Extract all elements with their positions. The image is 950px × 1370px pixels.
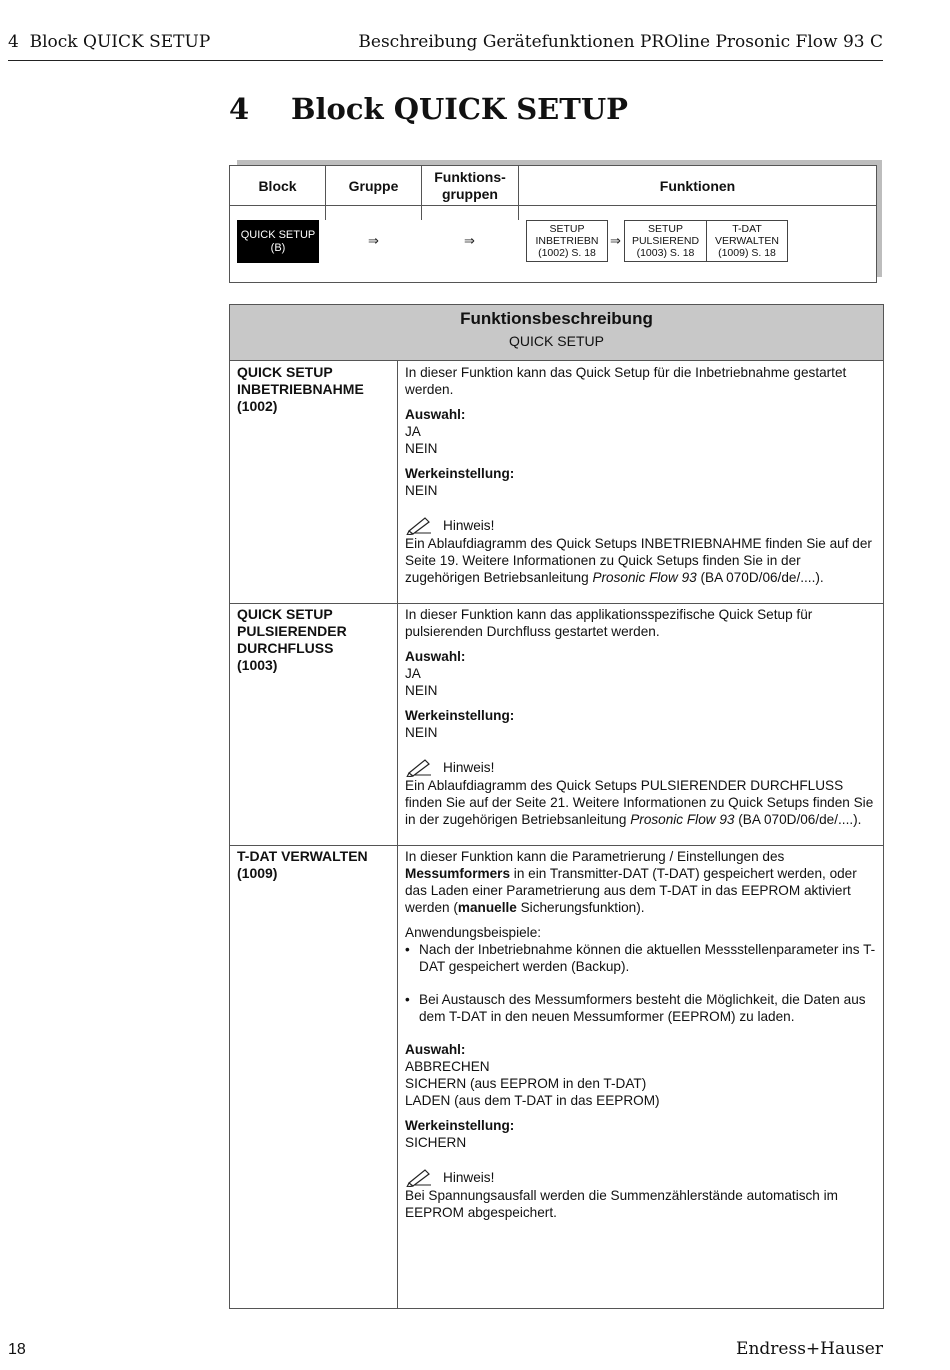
description-title: Funktionsbeschreibung [460,309,653,328]
running-header-left: 4 Block QUICK SETUP [8,32,211,52]
chapter-title: Block QUICK SETUP [291,92,628,126]
function-name-1009: T-DAT VERWALTEN (1009) [237,848,368,881]
function-text-1002: In dieser Funktion kann das Quick Setup für die Inbetriebnahme gestartet werden. Auswahl: JA NEIN Werkeinstellung: NEIN Hinweis! Ein Ablaufdiagramm des Quick Setups INBETRIEBNAHME finden Sie auf der Seite 19. Weitere Informationen zu Quick Setups finden Sie in der zugehörigen Betriebsanleitung Prosonic Flow 93 (BA 070D/06/de/....). [405,365,872,585]
arrow-right-icon: ⇒ [610,233,621,248]
header-function-groups: Funktions- gruppen [434,169,506,202]
function-name-1003: QUICK SETUP PULSIERENDER DURCHFLUSS (1003) [237,606,347,673]
overview-table [229,165,877,283]
function-setup-inbetriebn[interactable]: SETUP INBETRIEBN (1002) S. 18 [526,220,608,262]
header-rule [8,60,883,61]
block-quick-setup[interactable]: QUICK SETUP (B) [237,220,319,263]
pencil-note-icon [405,515,433,535]
function-text-1009: In dieser Funktion kann die Parametrierung / Einstellungen des Messumformers in ein Transmitter-DAT (T-DAT) gespeichert werden, oder das Laden einer Parametrierung aus dem T-DAT in das EEPROM aktiviert werden (manuelle Sicherungsfunktion). Anwendungsbeispiele: • Nach der Inbetriebnahme können die aktuellen Messstellenparameter ins T-DAT gespeichert werden (Backup). • Bei Austausch des Messumformers besteht die Möglichkeit, die Daten aus dem T-DAT in den neuen Messumformer (EEPROM) zu laden. Auswahl: ABBRECHEN SICHERN (aus EEPROM in den T-DAT) LADEN (aus dem T-DAT in das EEPROM) Werkeinstellung: SICHERN Hinweis! Bei Spannungsausfall werden die Summenzählerstände automatisch im EEPROM abgespeichert. [405,848,879,1221]
brand-logo: Endress+Hauser [736,1339,883,1359]
description-subtitle: QUICK SETUP [509,333,604,349]
function-setup-pulsierend[interactable]: SETUP PULSIEREND (1003) S. 18 [624,220,707,262]
list-item: • Nach der Inbetriebnahme können die aktuellen Messstellenparameter ins T-DAT gespeichert werden (Backup). [405,942,876,974]
header-block: Block [258,177,297,194]
function-name-1002: QUICK SETUP INBETRIEBNAHME (1002) [237,364,364,414]
list-item: • Bei Austausch des Messumformers besteht die Möglichkeit, die Daten aus dem T-DAT in den neuen Messumformer (EEPROM) zu laden. [405,992,866,1024]
function-tdat-verwalten[interactable]: T-DAT VERWALTEN (1009) S. 18 [706,220,788,262]
pencil-note-icon [405,1167,433,1187]
arrow-right-icon: ⇒ [464,233,475,248]
function-description-table [229,304,884,1309]
header-functions: Funktionen [659,177,736,194]
description-header [230,305,883,361]
header-group: Gruppe [348,177,399,194]
page-number: 18 [8,1341,26,1358]
chapter-number: 4 [229,92,250,126]
arrow-right-icon: ⇒ [368,233,379,248]
pencil-note-icon [405,757,433,777]
running-header-right: Beschreibung Gerätefunktionen PROline Prosonic Flow 93 C [358,32,883,52]
chapter-heading [229,92,628,126]
function-text-1003: In dieser Funktion kann das applikationsspezifische Quick Setup für pulsierenden Durchfluss gestartet werden. Auswahl: JA NEIN Werkeinstellung: NEIN Hinweis! Ein Ablaufdiagramm des Quick Setups PULSIERENDER DURCHFLUSS finden Sie auf der Seite 21. Weitere Informationen zu Quick Setups finden Sie in der zugehörigen Betriebsanleitung Prosonic Flow 93 (BA 070D/06/de/....). [405,607,874,827]
